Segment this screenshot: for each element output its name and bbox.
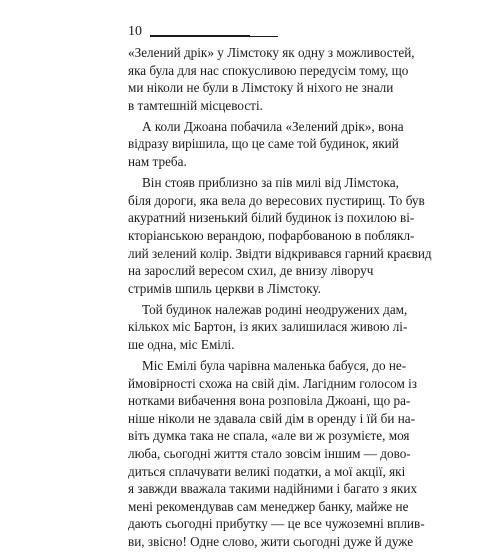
text-line: кторіанською верандою, пофарбованою в поблякл- bbox=[128, 227, 415, 243]
text-line: ніше ніколи не здавала свій дім в оренду і їй би на- bbox=[128, 410, 416, 426]
text-line: нам треба. bbox=[128, 154, 187, 170]
text-line: віть думка така не спала, «але ви ж розумієте, моя bbox=[128, 428, 410, 444]
header-rule-thick bbox=[150, 35, 250, 37]
text-line: нотками вибачення вона розповіла Джоані, що ра- bbox=[128, 393, 411, 409]
text-line: Міс Емілі була чарівна маленька бабуся, до не- bbox=[142, 358, 407, 374]
paragraph bbox=[128, 44, 415, 114]
text-line: я завжди вважала такими надійними і багато з яких bbox=[128, 481, 418, 497]
text-line: дають сьогодні прибутку — це все чужоземні вплив- bbox=[128, 516, 425, 532]
text-line: яка була для нас спокусливою передусім тому, що bbox=[128, 62, 409, 78]
text-line: в тамтешній місцевості. bbox=[128, 97, 263, 113]
text-line: кількох міс Бартон, із яких залишилася живою лі- bbox=[128, 319, 408, 335]
text-line: ви, звісно! Одне слово, жити сьогодні дуже й дуже bbox=[128, 534, 414, 550]
text-line: стримів шпиль церкви в Лімстоку. bbox=[128, 280, 321, 296]
page-number: 10 bbox=[128, 24, 142, 39]
text-line: ймовірності схожа на свій дім. Лагідним голосом із bbox=[128, 375, 418, 391]
text-line: біля дороги, яка вела до вересових пустирищ. То був bbox=[128, 192, 425, 208]
text-line: «Зелений дрік» у Лімстоку як одну з можливостей, bbox=[128, 45, 415, 60]
paragraph bbox=[128, 174, 432, 297]
text-line: мені рекомендував сам менеджер банку, майже не bbox=[128, 498, 409, 514]
text-line: ше одна, міс Емілі. bbox=[128, 337, 235, 352]
text-line: лий зелений колір. Звідти відкривався гарний краєвид bbox=[128, 245, 432, 261]
paragraph bbox=[128, 301, 408, 354]
text-line: Він стояв приблизно за пів милі від Лімстока, bbox=[142, 175, 399, 191]
text-line: акуратний низенький білий будинок із похилою ві- bbox=[128, 210, 415, 226]
text-line: А коли Джоана побачила «Зелений дрік», вона bbox=[142, 118, 404, 134]
paragraph bbox=[128, 357, 425, 551]
text-line: люба, сьогодні життя стало зовсім іншим — дово- bbox=[128, 446, 411, 462]
page-header bbox=[128, 22, 378, 42]
text-line: диться сплачувати великі податки, а мої акції, які bbox=[128, 463, 406, 479]
header-rule-thin bbox=[250, 36, 278, 37]
body-text bbox=[128, 44, 432, 554]
paragraph bbox=[128, 118, 404, 171]
text-line: відразу вирішила, що це саме той будинок, який bbox=[128, 136, 399, 152]
text-line: на зарослий вересом схил, де внизу ліворуч bbox=[128, 263, 374, 279]
text-line: ми ніколи не були в Лімстоку й ніхого не знали bbox=[128, 80, 394, 96]
text-line: Той будинок належав родині неодружених дам, bbox=[142, 301, 408, 317]
